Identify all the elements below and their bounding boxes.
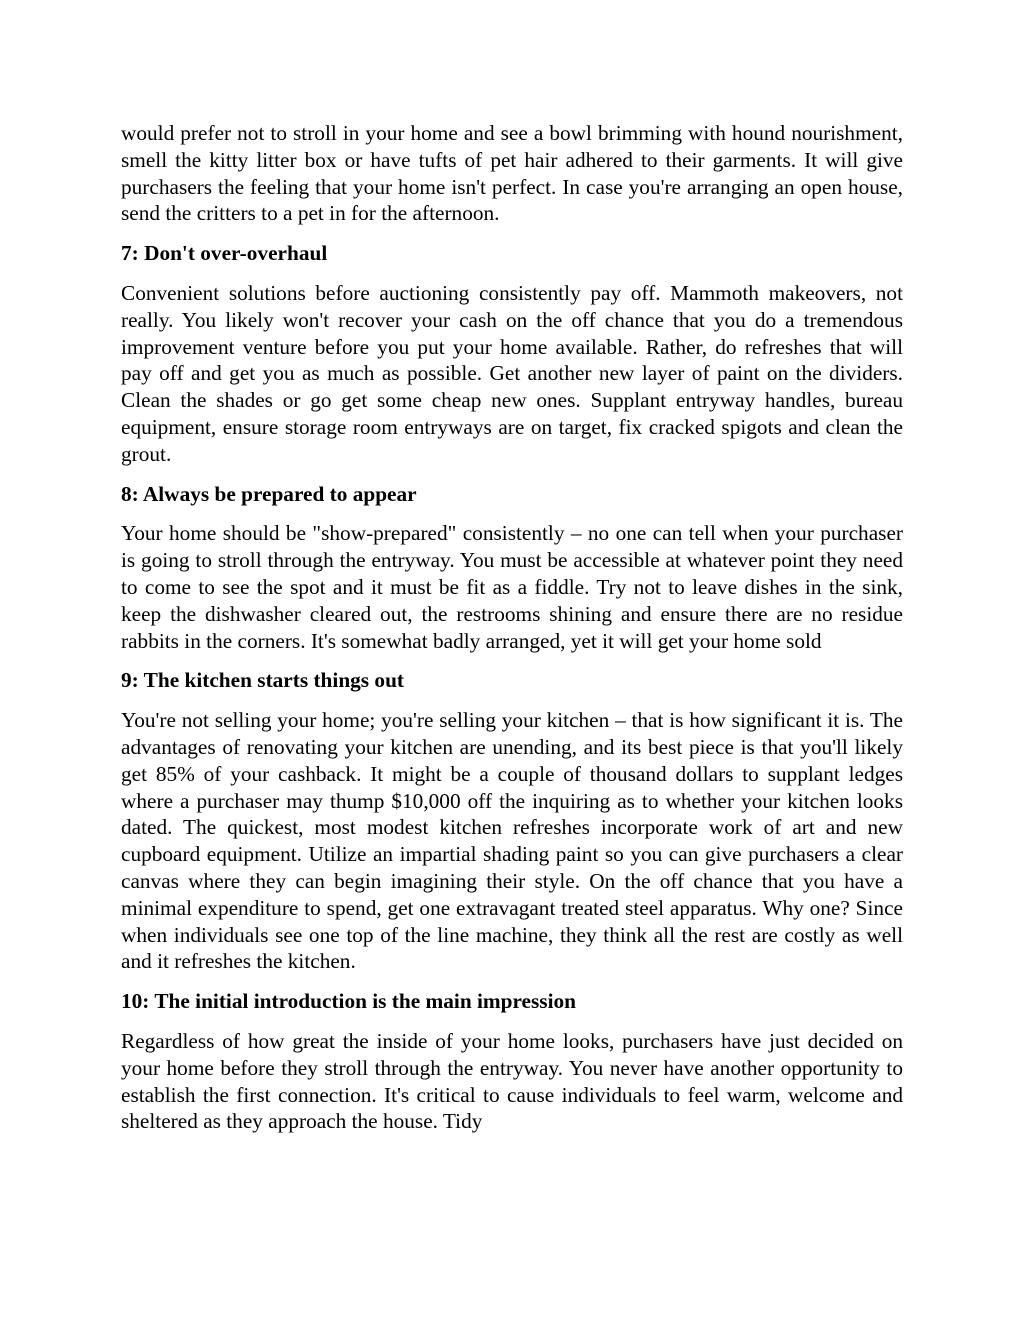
heading-initial-introduction: 10: The initial introduction is the main impression [121,989,576,1014]
document-page [121,120,903,1148]
paragraph-first-impression: Regardless of how great the inside of your home looks, purchasers have just decided on your home before they stroll through the entryway. You never have another opportunity to establish the first connection. It's critical to cause individuals to feel warm, welcome and sheltered as they approach the house. Tidy [121,1028,903,1134]
paragraph-pets: would prefer not to stroll in your home and see a bowl brimming with hound nourishment, smell the kitty litter box or have tufts of pet hair adhered to their garments. It will give purchasers the feeling that your home isn't perfect. In case you're arranging an open house, send the critters to a pet in for the afternoon. [121,121,903,226]
paragraph-convenient-solutions: Convenient solutions before auctioning consistently pay off. Mammoth makeovers, not really. You likely won't recover your cash on the off chance that you do a tremendous improvement venture before you put your home available. Rather, do refreshes that will pay off and get you as much as possible. Get another new layer of paint on the dividers. Clean the shades or go get some cheap new ones. Supplant entryway handles, bureau equipment, ensure storage room entryways are on target, fix cracked spigots and clean the grout. [121,280,903,466]
paragraph-kitchen: You're not selling your home; you're selling your kitchen – that is how significant it is. The advantages of renovating your kitchen are unending, and its best piece is that you'll likely get 85% of your cashback. It might be a couple of thousand dollars to supplant ledges where a purchaser may thump $10,000 off the inquiring as to whether your kitchen looks dated. The quickest, most modest kitchen refreshes incorporate work of art and new cupboard equipment. Utilize an impartial shading paint so you can give purchasers a clear canvas where they can begin imagining their style. On the off chance that you have a minimal expenditure to spend, get one extravagant treated steel apparatus. Why one? Since when individuals see one top of the line machine, they think all the rest are costly as well and it refreshes the kitchen. [121,708,903,974]
heading-kitchen-starts: 9: The kitchen starts things out [121,668,405,693]
heading-always-be-prepared: 8: Always be prepared to appear [121,481,417,506]
heading-dont-over-overhaul: 7: Don't over-overhaul [121,241,328,266]
paragraph-show-prepared: Your home should be "show-prepared" consistently – no one can tell when your purchaser is going to stroll through the entryway. You must be accessible at whatever point they need to come to see the spot and it must be fit as a fiddle. Try not to leave dishes in the sink, keep the dishwasher cleared out, the restrooms shining and ensure there are no residue rabbits in the corners. It's somewhat badly arranged, yet it will get your home sold [121,521,903,653]
